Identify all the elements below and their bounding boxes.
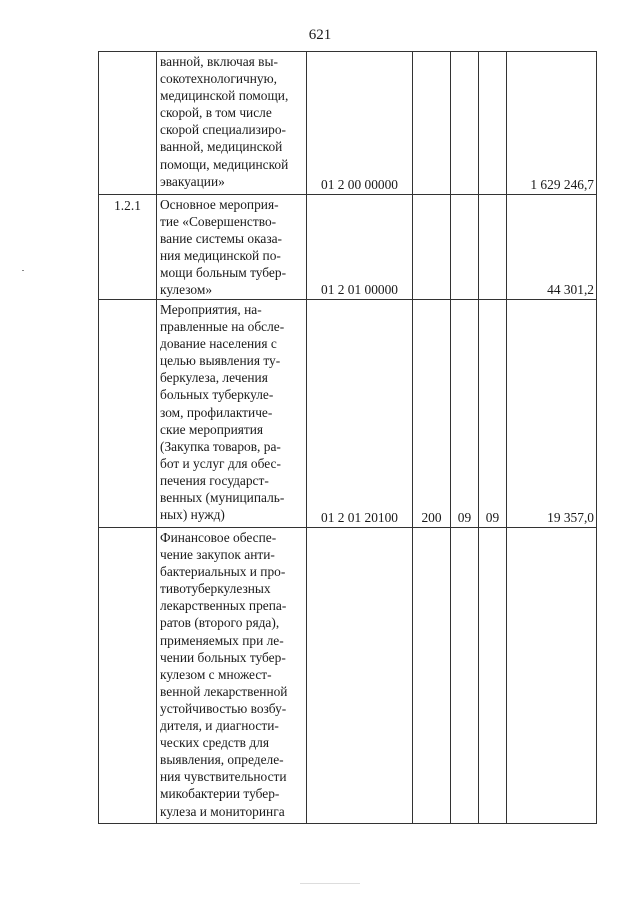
row-description: ванной, включая вы- сокотехнологичную, медицинской помощи, скорой, в том числе скорой специализиро- ванной, медицинской помощи, медицинской эвакуации»: [157, 52, 307, 195]
row-amount: 44 301,2: [507, 195, 597, 300]
row-number: [99, 300, 157, 528]
table-row: [99, 52, 597, 195]
row-number: 1.2.1: [99, 195, 157, 300]
expense-type: [413, 52, 451, 195]
row-amount: 19 357,0: [507, 300, 597, 528]
budget-table: [98, 51, 597, 824]
table-row: [99, 528, 597, 824]
target-article-code: 01 2 00 00000: [307, 52, 413, 195]
subsection-code: [479, 528, 507, 824]
target-article-code: [307, 528, 413, 824]
row-number: [99, 528, 157, 824]
section-code: [451, 528, 479, 824]
scan-speck: [22, 270, 24, 271]
scan-speck: [300, 883, 360, 884]
section-code: 09: [451, 300, 479, 528]
row-amount: [507, 528, 597, 824]
row-description: Основное мероприя- тие «Совершенство- вание системы оказа- ния медицинской по- мощи больным тубер- кулезом»: [157, 195, 307, 300]
table-row: [99, 300, 597, 528]
row-amount: 1 629 246,7: [507, 52, 597, 195]
row-number: [99, 52, 157, 195]
table-row: [99, 195, 597, 300]
expense-type: [413, 528, 451, 824]
row-description: Финансовое обеспе- чение закупок анти- бактериальных и про- тивотуберкулезных лекарственных препа- ратов (второго ряда), применяемых при ле- чении больных тубер- кулезом с множест- венной лекарственной устойчивостью возбу- дителя, и диагности- ческих средств для выявления, определе- ния чувствительности микобактерии тубер- кулеза и мониторинга: [157, 528, 307, 824]
target-article-code: 01 2 01 20100: [307, 300, 413, 528]
section-code: [451, 52, 479, 195]
target-article-code: 01 2 01 00000: [307, 195, 413, 300]
subsection-code: [479, 52, 507, 195]
page-number: 621: [308, 27, 332, 43]
section-code: [451, 195, 479, 300]
expense-type: 200: [413, 300, 451, 528]
subsection-code: 09: [479, 300, 507, 528]
row-description: Мероприятия, на- правленные на обсле- дование населения с целью выявления ту- беркулеза, лечения больных туберкуле- зом, профилактиче- ские мероприятия (Закупка товаров, ра- бот и услуг для обес- печения государст- венных (муниципаль- ных) нужд): [157, 300, 307, 528]
subsection-code: [479, 195, 507, 300]
expense-type: [413, 195, 451, 300]
